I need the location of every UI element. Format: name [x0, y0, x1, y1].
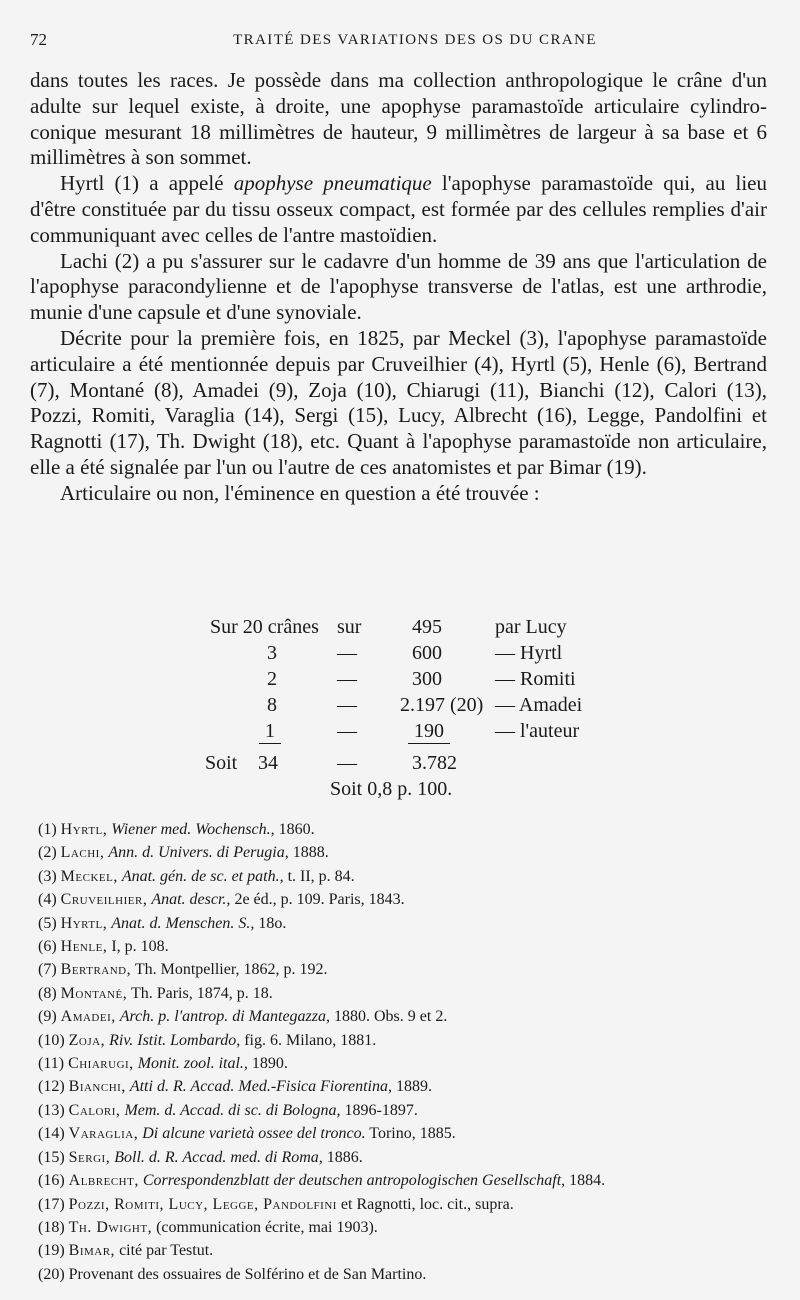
footnote-details: I, p. 108. [111, 938, 169, 956]
footnote-author: Varaglia, [68, 1125, 139, 1143]
footnote-20 [38, 1263, 773, 1286]
footnote-number: (4) [38, 891, 57, 909]
footnote-author: Zoja, [68, 1031, 106, 1049]
footnote-number: (18) [38, 1218, 65, 1236]
footnote-author: Cruveilhier, [60, 891, 148, 909]
footnote-number: (12) [38, 1078, 65, 1096]
paragraph-5: Articulaire ou non, l'éminence en question a été trouvée : [60, 480, 540, 505]
footnote-work: Anat. descr., [151, 891, 231, 909]
footnote-work: Mem. d. Accad. di sc. di Bologna, [124, 1101, 341, 1119]
footnote-details: 1888. [292, 844, 329, 862]
footnote-15 [38, 1146, 773, 1169]
footnote-17 [38, 1193, 773, 1216]
footnote-details: et Ragnotti, loc. cit., supra. [340, 1195, 514, 1213]
footnote-13 [38, 1099, 773, 1122]
footnote-19 [38, 1239, 773, 1262]
table-cell-connector: — [337, 642, 357, 664]
footnote-number: (14) [38, 1125, 65, 1143]
footnote-author: Hyrtl, [60, 821, 108, 838]
footnote-work: Atti d. R. Accad. Med.-Fisica Fiorentina, [129, 1078, 392, 1096]
footnote-author: Lachi, [60, 844, 105, 862]
page-number: 72 [30, 30, 47, 49]
footnote-details: fig. 6. Milano, 1881. [244, 1031, 377, 1049]
footnote-18 [38, 1216, 773, 1239]
footnote-author: Bianchi, [68, 1078, 126, 1096]
footnote-number: (6) [38, 938, 57, 956]
footnote-details: Provenant des ossuaires de Solférino et de San Martino. [68, 1265, 427, 1283]
footnote-number: (19) [38, 1242, 65, 1260]
footnote-details: 1886. [326, 1148, 363, 1166]
footnote-details: 1896-1897. [344, 1101, 418, 1119]
running-title: TRAITÉ DES VARIATIONS DES OS DU CRANE [233, 32, 597, 48]
table-cell-count: 2 [267, 668, 277, 690]
footnote-12 [38, 1075, 773, 1098]
footnote-details: cité par Testut. [119, 1242, 214, 1260]
footnote-10 [38, 1029, 773, 1052]
table-cell-connector: — [337, 720, 357, 742]
footnote-14 [38, 1122, 773, 1145]
table-cell-source: — Amadei [495, 694, 583, 716]
table-cell-count: 1 [259, 720, 281, 744]
footnote-details: 1880. Obs. 9 et 2. [334, 1008, 448, 1026]
table-row [205, 668, 625, 694]
table-total-label: Soit [205, 752, 238, 774]
table-row [205, 642, 625, 668]
table-cell-connector: — [337, 668, 357, 690]
table-row [205, 616, 625, 642]
footnote-number: (1) [38, 821, 57, 838]
footnote-author: Hyrtl, [60, 914, 108, 932]
table-row [205, 694, 625, 720]
footnote-details: Th. Paris, 1874, p. 18. [130, 984, 273, 1002]
table-cell-count: 8 [267, 694, 277, 716]
paragraph-2-term: apophyse pneumatique [233, 171, 432, 196]
table-cell-total: 190 [408, 720, 450, 744]
footnote-details: Th. Montpellier, 1862, p. 192. [134, 961, 328, 979]
footnote-number: (3) [38, 867, 57, 885]
page-header [30, 30, 770, 54]
footnote-details: 1860. [278, 821, 315, 838]
table-cell-total: 2.197 (20) [400, 694, 484, 716]
footnote-16 [38, 1169, 773, 1192]
footnote-8 [38, 982, 773, 1005]
footnote-author: Henle, [60, 938, 108, 956]
footnote-work: Anat. gén. de sc. et path., [121, 867, 284, 885]
table-cell-connector: sur [337, 616, 362, 638]
paragraph-2-end: l'apophyse paramastoïde qui, au lieu d'être constituée par du tissu osseux compact, est formée par des cellules remplies d'air communiquant avec celles de l'antre mastoïdien. [30, 171, 768, 247]
footnote-author: Bertrand, [60, 961, 132, 979]
footnote-work: Ann. d. Univers. di Perugia, [108, 844, 289, 862]
table-cell-source: — Hyrtl [495, 642, 563, 664]
frequency-table [205, 616, 625, 804]
footnote-5 [38, 912, 773, 935]
footnote-author: Th. Dwight, [68, 1218, 153, 1236]
footnote-author: Albrecht, [68, 1172, 139, 1190]
footnote-work: Correspondenzblatt der deutschen antropologischen Gesellschaft, [142, 1172, 566, 1190]
table-row [205, 720, 625, 746]
footnote-details: 1884. [569, 1172, 606, 1190]
table-total-count: 34 [258, 752, 278, 774]
footnote-number: (16) [38, 1172, 65, 1190]
table-cell-total: 600 [412, 642, 442, 664]
footnote-details: Torino, 1885. [369, 1125, 456, 1143]
footnote-author: Montané, [60, 984, 128, 1002]
footnote-author: Chiarugi, [68, 1055, 134, 1073]
footnote-details: 1889. [396, 1078, 432, 1096]
table-cell-source: par Lucy [495, 616, 567, 638]
footnote-1 [38, 818, 773, 841]
footnote-work: Riv. Istit. Lombardo, [109, 1031, 241, 1049]
footnote-7 [38, 958, 773, 981]
footnote-11 [38, 1052, 773, 1075]
table-cell-source: — Romiti [495, 668, 576, 690]
footnote-work: Di alcune varietà ossee del tronco. [142, 1125, 366, 1143]
table-cell-total: 495 [412, 616, 442, 638]
body-text [30, 68, 767, 507]
footnote-number: (11) [38, 1055, 65, 1073]
paragraph-2 [30, 171, 767, 248]
footnote-number: (20) [38, 1265, 65, 1283]
table-cell-source: — l'auteur [495, 720, 580, 742]
footnote-number: (10) [38, 1031, 65, 1049]
footnote-number: (7) [38, 961, 57, 979]
footnote-number: (5) [38, 914, 57, 932]
footnote-work: Arch. p. l'antrop. di Mantegazza, [119, 1008, 330, 1026]
table-ratio-row [205, 778, 625, 804]
footnote-number: (15) [38, 1148, 65, 1166]
footnote-work: Monit. zool. ital., [137, 1055, 248, 1073]
footnote-number: (9) [38, 1008, 57, 1026]
footnotes [38, 818, 773, 1286]
paragraph-1: dans toutes les races. Je possède dans ma collection anthropologique le crâne d'un adulte sur lequel existe, à droite, une apophyse paramastoïde articulaire cylindro-conique mesurant 18 millimètres de hauteur, 9 millimètres de largeur à sa base et 6 millimètres à son sommet. [30, 68, 767, 170]
footnote-details: t. II, p. 84. [287, 867, 355, 885]
paragraph-4: Décrite pour la première fois, en 1825, par Meckel (3), l'apophyse paramastoïde articulaire a été mentionnée depuis par Cruveilhier (4), Hyrtl (5), Henle (6), Bertrand (7), Montané (8), Amadei (9), Zoja (10), Chiarugi (11), Bianchi (12), Calori (13), Pozzi, Romiti, Varaglia (14), Sergi (15), Lucy, Albrecht (16), Legge, Pandolfini et Ragnotti (17), Th. Dwight (18), etc. Quant à l'apophyse paramastoïde non articulaire, elle a été signalée par l'un ou l'autre de ces anatomistes et par Bimar (19). [30, 325, 767, 479]
footnote-details: 18o. [258, 914, 287, 932]
footnote-9 [38, 1005, 773, 1028]
table-cell-total: 300 [412, 668, 442, 690]
table-total-sum: 3.782 [412, 752, 457, 774]
table-cell-count: 3 [267, 642, 277, 664]
footnote-number: (2) [38, 844, 57, 862]
footnote-number: (17) [38, 1195, 65, 1213]
footnote-details: 1890. [251, 1055, 288, 1073]
footnote-author: Meckel, [60, 867, 118, 885]
footnote-author: Amadei, [60, 1008, 116, 1026]
table-total-row [205, 752, 625, 778]
footnote-author: Bimar, [68, 1242, 116, 1260]
footnote-work: Anat. d. Menschen. S., [111, 914, 255, 932]
paragraph-2-start: Hyrtl (1) a appelé [60, 171, 234, 196]
paragraph-3: Lachi (2) a pu s'assurer sur le cadavre d'un homme de 39 ans que l'articulation de l'apophyse paracondylienne et de l'apophyse transverse de l'atlas, est une arthrodie, munie d'une capsule et d'une synoviale. [30, 248, 767, 325]
table-cell-count: Sur 20 crânes [210, 616, 319, 638]
footnote-number: (8) [38, 984, 57, 1002]
footnote-details: (communication écrite, mai 1903). [156, 1218, 378, 1236]
footnote-2 [38, 841, 773, 864]
footnote-work: Boll. d. R. Accad. med. di Roma, [114, 1148, 323, 1166]
footnote-number: (13) [38, 1101, 65, 1119]
footnote-3 [38, 865, 773, 888]
footnote-6 [38, 935, 773, 958]
table-cell-connector: — [337, 694, 357, 716]
footnote-author: Sergi, [68, 1148, 111, 1166]
footnote-author: Pozzi, Romiti, Lucy, Legge, Pandolfini [68, 1195, 337, 1213]
footnote-work: Wiener med. Wochensch., [111, 821, 275, 838]
footnote-4 [38, 888, 773, 911]
table-ratio: Soit 0,8 p. 100. [330, 778, 453, 800]
footnote-details: 2e éd., p. 109. Paris, 1843. [234, 891, 405, 909]
table-total-connector: — [337, 752, 357, 774]
footnote-author: Calori, [68, 1101, 121, 1119]
